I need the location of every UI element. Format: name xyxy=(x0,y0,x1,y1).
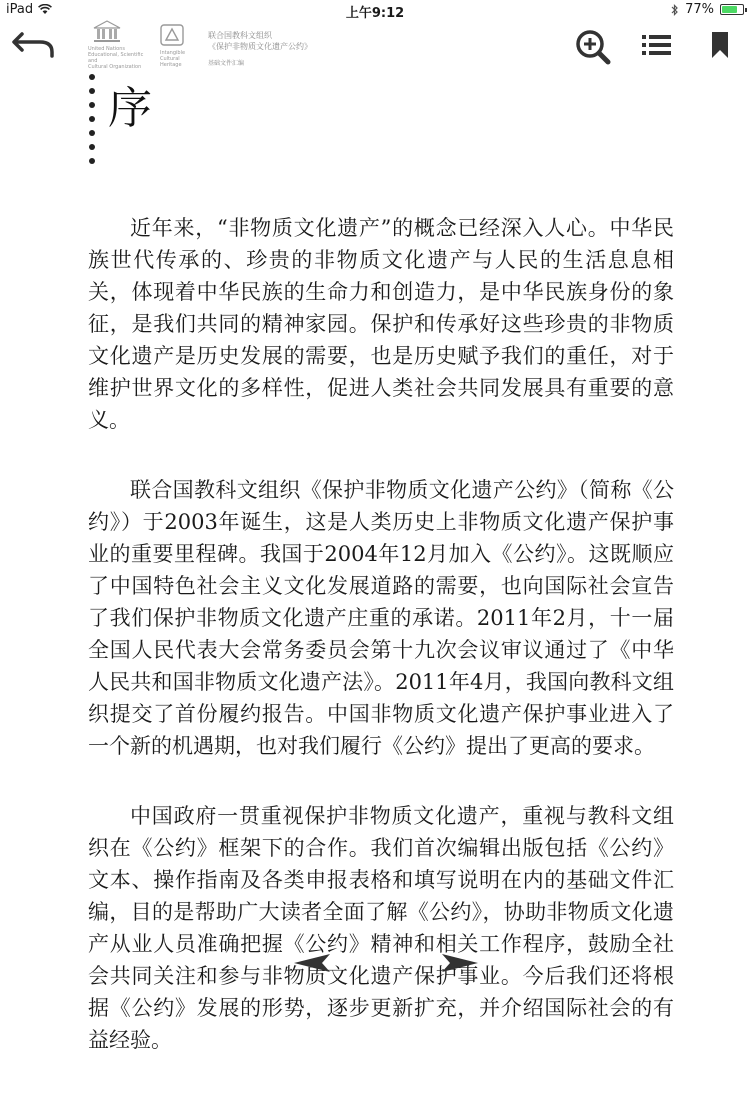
ich-line: Cultural xyxy=(160,56,180,62)
dot xyxy=(89,74,95,80)
reader-toolbar xyxy=(0,20,750,70)
page-title: 序 xyxy=(108,83,152,134)
dot xyxy=(89,144,95,150)
unesco-line: United Nations xyxy=(88,46,126,52)
battery-level xyxy=(722,6,737,13)
unesco-line: Cultural Organization xyxy=(88,64,142,70)
caption-line-1: 联合国教科文组织 xyxy=(208,31,272,40)
list-icon xyxy=(640,28,674,62)
caption-line-3: 基础文件汇编 xyxy=(208,60,245,67)
ich-emblem-icon xyxy=(160,24,184,46)
bluetooth-icon xyxy=(671,4,679,16)
next-page-icon xyxy=(440,952,480,974)
paragraph: 近年来，“非物质文化遗产”的概念已经深入人心。中华民族世代传承的、珍贵的非物质文化遗产与人民的生活息息相关，体现着中华民族的生命力和创造力，是中华民族身份的象征，是我们共同的精神家园。保护和传承好这些珍贵的非物质文化遗产是历史发展的需要，也是历史赋予我们的重任，对于维护世界文化的多样性，促进人类社会共同发展具有重要的意义。 xyxy=(88,216,674,432)
ich-line: Intangible xyxy=(160,50,186,56)
status-bar xyxy=(0,0,750,20)
page-navigation xyxy=(0,948,750,978)
unesco-line: Educational, Scientific and xyxy=(88,52,144,64)
status-right xyxy=(671,2,744,17)
zoom-in-button[interactable] xyxy=(574,28,612,66)
publisher-logos xyxy=(88,20,312,70)
dot xyxy=(89,158,95,164)
zoom-in-icon xyxy=(574,28,612,66)
table-of-contents-button[interactable] xyxy=(640,28,674,62)
battery-icon xyxy=(720,4,744,15)
paragraph: 中国政府一贯重视保护非物质文化遗产，重视与教科文组织在《公约》框架下的合作。我们首次编辑出版包括《公约》文本、操作指南及各类申报表格和填写说明在内的基础文件汇编，目的是帮助广大读者全面了解《公约》，协助非物质文化遗产从业人员准确把握《公约》精神和相关工作程序，鼓励全社会共同关注和参与非物质文化遗产保护事业。今后我们还将根据《公约》发展的形势，逐步更新扩充，并介绍国际社会的有益经验。 xyxy=(88,804,674,1052)
bookmark-icon xyxy=(708,28,732,62)
dot xyxy=(89,130,95,136)
battery-percent: 77% xyxy=(685,2,714,17)
previous-page-button[interactable] xyxy=(292,952,332,974)
unesco-temple-icon xyxy=(92,20,122,42)
back-button[interactable] xyxy=(10,28,58,62)
next-page-button[interactable] xyxy=(440,952,480,974)
battery-tip xyxy=(745,8,747,12)
dot xyxy=(89,116,95,122)
unesco-logo xyxy=(88,20,152,70)
back-arrow-icon xyxy=(10,28,58,62)
paragraph: 联合国教科文组织《保护非物质文化遗产公约》（简称《公约》）于2003年诞生，这是人类历史上非物质文化遗产保护事业的重要里程碑。我国于2004年12月加入《公约》。这既顺应了中国特色社会主义文化发展道路的需要，也向国际社会宣告了我们保护非物质文化遗产庄重的承诺。2011年2月，十一届全国人民代表大会常务委员会第十九次会议审议通过了《中华人民共和国非物质文化遗产法》。2011年4月，我国向教科文组织提交了首份履约报告。中国非物质文化遗产保护事业进入了一个新的机遇期，也对我们履行《公约》提出了更高的要求。 xyxy=(88,478,674,758)
caption-line-2: 《保护非物质文化遗产公约》 xyxy=(208,42,312,51)
device-name: iPad xyxy=(6,2,34,17)
dot xyxy=(89,102,95,108)
dot xyxy=(89,88,95,94)
bookmark-button[interactable] xyxy=(708,28,732,62)
prev-page-icon xyxy=(292,952,332,974)
book-caption xyxy=(208,20,312,69)
status-time: 上午9:12 xyxy=(345,6,405,21)
ich-line: Heritage xyxy=(160,62,182,68)
title-decoration-dots xyxy=(89,74,97,172)
ich-logo xyxy=(160,20,200,68)
